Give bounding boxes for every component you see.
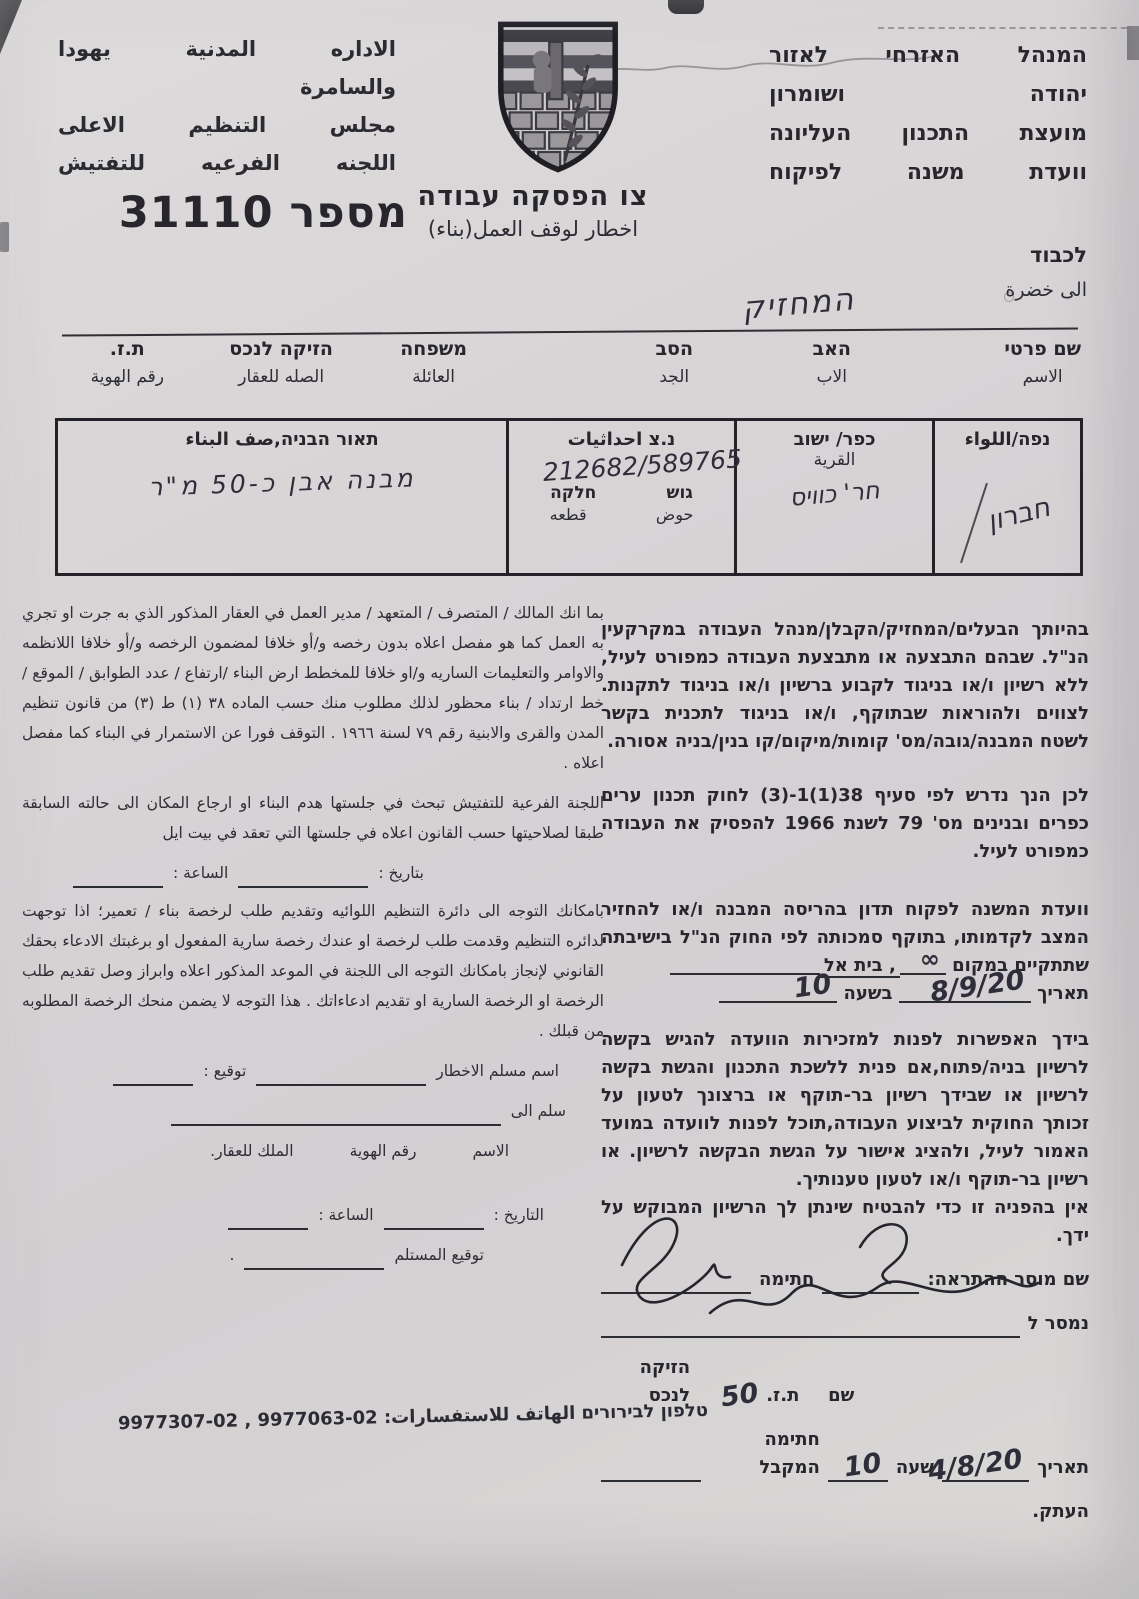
scan-artifact-blob	[668, 0, 704, 14]
addressee-arabic: الى خضرة	[1005, 279, 1087, 301]
village-label-he: כפר/ ישוב	[793, 429, 876, 450]
date-line	[899, 964, 1031, 1009]
time-label-ar: الساعة :	[173, 864, 229, 882]
handwritten-building-description: מבנה אבן כ-50 מ"ר	[147, 463, 417, 502]
notifier-signature-row	[601, 1266, 1089, 1294]
date-label-ar: بتاريخ :	[378, 864, 424, 882]
time2-label-ar: الساعة :	[318, 1206, 374, 1224]
field-label-he: ת.ז.	[109, 338, 145, 360]
letterhead-hebrew	[769, 36, 1087, 192]
date-line-ar	[238, 870, 368, 888]
name-label-ar: الاسم	[472, 1142, 509, 1160]
recipient-id-label: ת.ז.	[766, 1385, 800, 1406]
time2-line-ar	[228, 1212, 308, 1230]
field-label-ar: الجد	[659, 367, 690, 387]
signature-label: חתימה	[759, 1269, 815, 1290]
field-first-name	[1004, 338, 1081, 387]
handwritten-village: חר' כוויס	[788, 476, 881, 512]
letterhead-hebrew-line: המנהל האזרחי לאזור	[769, 43, 1087, 68]
parcel-label-he: חלקה	[550, 483, 597, 503]
block-label-ar: حوض	[655, 505, 694, 524]
signature-line	[601, 1273, 751, 1294]
letterhead-arabic	[58, 30, 396, 182]
delivery-date-row	[601, 1426, 1089, 1488]
location-table	[55, 418, 1083, 576]
field-label-ar: الاسم	[1022, 367, 1063, 387]
date-label: תאריך	[1037, 983, 1089, 1004]
field-label-he: משפחה	[400, 338, 467, 360]
letterhead-hebrew-line: מועצת התכנון העליונה	[769, 121, 1087, 146]
field-id-number	[91, 338, 164, 387]
scan-artifact-right	[1127, 26, 1139, 60]
id-label-ar: رقم الهوية	[349, 1142, 417, 1160]
receiver-signature-suffix: .	[229, 1246, 235, 1264]
field-label-ar: رقم الهوية	[90, 367, 164, 387]
notifier-name-line	[822, 1273, 919, 1294]
hour-line	[719, 968, 837, 1005]
body-arabic-column	[22, 598, 604, 1270]
receiver-signature-line-ar	[244, 1252, 384, 1270]
field-label-he: האב	[812, 338, 851, 360]
property-relation-label: הזיקה לנכס	[639, 1357, 691, 1406]
field-label-ar: الاب	[816, 367, 847, 387]
scan-artifact-corner	[0, 0, 22, 54]
hearing-text: וועדת המשנה לפקוח תדון בהריסה המבנה ו/או להחזיר המצב לקדמותו, בתוקף סמכותה לפי החוק הנ"ל בישיבתה שתתקיים במקום	[601, 899, 1089, 976]
body-hebrew-column	[601, 616, 1089, 1526]
blank-line	[670, 954, 820, 975]
block-parcel-labels-ar	[515, 505, 728, 524]
signature-line-ar	[113, 1068, 193, 1086]
recipient-name-label: שם	[828, 1385, 855, 1406]
owner-label-ar: الملك للعقار.	[210, 1142, 294, 1160]
scan-artifact-edge	[0, 222, 9, 252]
receiver-signature-row-ar	[22, 1240, 484, 1270]
field-label-ar: العائلة	[412, 367, 455, 387]
coordinates-label: נ.צ احداثيات	[567, 429, 676, 450]
divider-line	[62, 327, 1078, 336]
building-description-label: תאור הבניה,صف البناء	[185, 429, 379, 450]
letterhead-hebrew-line: וועדת משנה לפיקוח	[769, 160, 1087, 185]
delivery-date-label: תאריך	[1037, 1457, 1089, 1478]
document-title-hebrew: צו הפסקה עבודה	[417, 181, 649, 212]
handwritten-delivery-date: 4/8/20	[926, 1443, 1025, 1488]
recipient-labels-row-ar	[22, 1136, 509, 1166]
delivered-label-ar: سلم الى	[510, 1102, 566, 1120]
parcel-label-ar: قطعه	[549, 505, 587, 524]
field-label-he: הסב	[655, 338, 693, 360]
handwritten-delivery-hour: 10	[842, 1447, 884, 1484]
paragraph-he-1: בהיותך הבעלים/המחזיק/הקבלן/מנהל העבודה במקרקעין הנ"ל. שבהם התבצעה או מתבצעת העבודה כמפורט לעיל, ללא רשיון ו/או בניגוד לקבוע ברשיון ו/או בניגוד לתקנות. לצווים ולהוראות שבתוקף, ו/או בניגוד לתכנית בקשר לשטח המבנה/גובה/מס' קומות/מיקום/קו בנין/בניה אסורה.	[601, 619, 1089, 752]
scan-artifact-torn-dash-line	[878, 27, 1137, 29]
field-property-relation	[229, 338, 333, 387]
paragraph-ar-3: بامكانك التوجه الى دائرة التنظيم اللوائيه وتقديم طلب لرخصة بناء / تعمير؛ اذا توجهت لدائره التنظيم وقدمت طلب لرخصة او عندك رخصة سارية المفعول او برغبتك الادعاء بحقك القانوني لإنجاز بامكانك التوجه الى اللجنة في الموعد المذكور اعلاه وابراز وصل تقديم طلب الرخصة او الرخصة السارية او تقديم ادعاءاتك . هذا التوجه لا يضمن منحك الرخصة المطلوبه من قبلك .	[22, 902, 604, 1040]
field-father	[813, 338, 851, 387]
paragraph-ar-2: اللجنة الفرعية للتفتيش تبحث في جلستها هدم البناء او ارجاع المكان الى حالته السابقة طبقا لصلاحيتها حسب القانون اعلاه في جلستها التي تعقد في بيت ايل	[22, 794, 604, 842]
letterhead-arabic-line: الاداره المدنية يهودا	[58, 37, 396, 61]
copy-row	[601, 1498, 1089, 1526]
letterhead-arabic-line: والسامرة	[300, 75, 396, 99]
time-line-ar	[73, 870, 163, 888]
order-number-label: מספר	[289, 188, 408, 238]
handwritten-recipient: המחזיק	[740, 281, 857, 327]
delivery-date-line	[926, 1443, 1029, 1488]
delivery-date-row-ar	[22, 1200, 544, 1230]
civil-administration-shield-emblem	[492, 20, 624, 174]
inquiries-phone-line: טלפון לבירורים الهاتف للاستفسارات: 02-9977063 , 02-9977307	[117, 1399, 709, 1435]
hearing-place: , בית אל	[820, 955, 900, 978]
letterhead-arabic-line: اللجنه الفرعيه للتفتيش	[58, 151, 396, 175]
date2-label-ar: التاريخ :	[493, 1206, 544, 1224]
paragraph-he-4: בידך האפשרות לפנות למזכירות הוועדה להגיש בקשה לרשיון בניה/פתוח,אם פנית ללשכת התכנון והגשת בקשה לרשיון או שבידך רשיון בר-תוקף או ברצונך לטעון על זכותך החוקית לביצוע העבודה,תוכל לפנות לוועדה במועד האמור לעיל, ולהציג אישור על הגשת הבקשה לרשיון. או רשיון בר-תוקף ו/או לטעון טענותיך.	[601, 1029, 1089, 1190]
letterhead-arabic-line: مجلس التنظيم الاعلى	[58, 113, 396, 137]
village-label-ar: القرية	[813, 450, 856, 470]
date2-line-ar	[384, 1212, 484, 1230]
block-label-he: גוש	[666, 483, 693, 503]
field-family	[400, 338, 467, 387]
place-mark-line	[900, 945, 946, 975]
notifier-row-ar	[22, 1056, 559, 1086]
table-cell-village	[734, 421, 932, 573]
delivered-row-ar	[22, 1096, 566, 1126]
notifier-label-ar: اسم مسلم الاخطار	[436, 1062, 559, 1080]
paragraph-ar-1: بما انك المالك / المتصرف / المتعهد / مدير العمل في العقار المذكور الذي به جرت او تجري به العمل كما هو مفصل اعلاه بدون رخصه و/أو خلافا لمضمون الرخصه و/أو خلافا اللانظمه والاوامر والتعليمات الساريه و/او خلافا للمخطط ارض البناء /ارتفاع / عدد الطوابق / الموقع / خط ارتداد / بناء محظور لذلك مطلوب منك حسب الماده ٣٨ (١) ط (٣) من قانون تنظيم المدن والقرى والابنية رقم ٧٩ لسنة ١٩٦٦ . التوقف فورا عن الاستمرار في البناء كما مفصل اعلاه .	[22, 604, 604, 772]
delivery-hour-label: שעה	[895, 1457, 934, 1478]
handwritten-district: חברון	[983, 491, 1053, 538]
copy-label: העתק.	[1032, 1501, 1089, 1522]
delivered-to-row	[601, 1310, 1089, 1338]
paragraph-he-5: אין בהפניה זו כדי להבטיח שינתן לך הרשיון המבוקש על ידך.	[601, 1197, 1089, 1246]
signature-label-ar: توقيع :	[203, 1062, 247, 1080]
delivery-hour-line	[828, 1447, 888, 1484]
notifier-line-ar	[256, 1068, 426, 1086]
handwriting-stroke	[960, 483, 988, 564]
handwritten-coordinates: 212682/589765	[541, 444, 743, 487]
letterhead-hebrew-line: יהודה ושומרון	[769, 82, 1087, 107]
field-grandfather	[655, 338, 693, 387]
field-label-he: הזיקה לנכס	[229, 338, 333, 360]
hour-label: בשעה	[843, 983, 893, 1004]
receiver-signature-label-ar: توقيع المستلم	[394, 1246, 484, 1264]
table-cell-building-description	[58, 421, 506, 573]
receiver-signature-line	[601, 1461, 701, 1482]
handwritten-hearing-date: 8/9/20	[928, 964, 1027, 1009]
document-title-arabic: اخطار لوقف العمل(بناء)	[427, 217, 639, 241]
district-label: נפה/اللواء	[964, 429, 1051, 450]
field-label-he: שם פרטי	[1004, 338, 1081, 360]
hearing-date-row-ar	[22, 858, 424, 888]
notifier-name-label: שם מוסר ההתראה:	[927, 1269, 1089, 1290]
table-cell-district	[932, 421, 1080, 573]
addressee-hebrew: לכבוד	[1030, 243, 1087, 267]
delivered-to-label: נמסר ל	[1027, 1313, 1089, 1334]
delivered-to-line	[601, 1317, 1020, 1338]
handwritten-id: 50	[718, 1377, 761, 1414]
receiver-signature-label: חתימה המקבל	[759, 1429, 820, 1478]
paragraph-he-2: לכן הנך נדרש לפי סעיף 38(1)1-(3) לחוק תכנון ערים כפרים ובנינים מס' 79 לשנת 1966 להפסיק את העבודה כמפורט לעיל.	[601, 785, 1089, 862]
handwritten-hearing-hour: 10	[791, 968, 834, 1005]
delivered-line-ar	[171, 1108, 501, 1126]
order-number	[118, 188, 408, 238]
field-label-ar: الصله للعقار	[238, 367, 325, 387]
order-number-value: 31110	[118, 188, 274, 238]
paragraph-he-3	[601, 896, 1089, 1008]
handwritten-place-mark: ∞	[919, 945, 940, 973]
table-cell-coordinates	[506, 421, 743, 573]
